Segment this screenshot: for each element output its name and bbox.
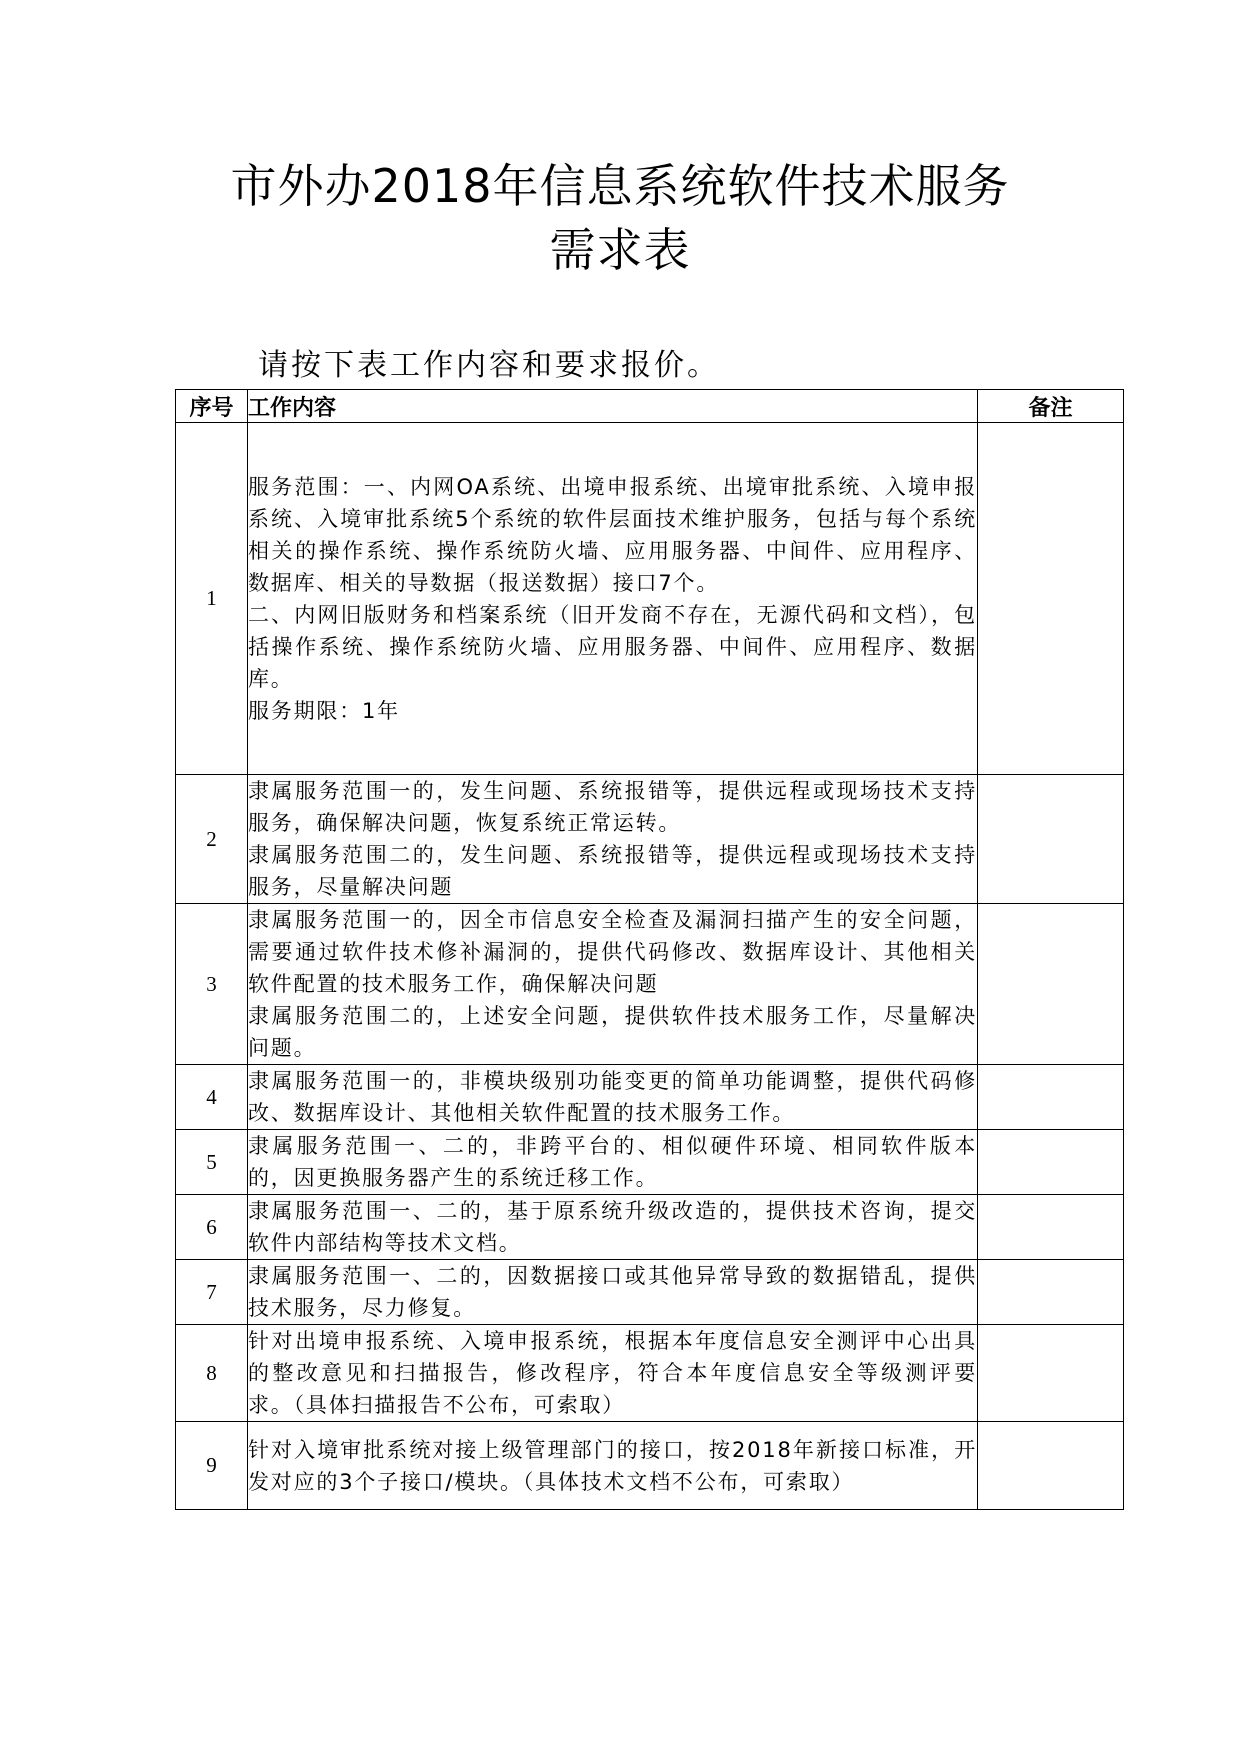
header-note: 备注 (978, 390, 1124, 423)
content-paragraph: 隶属服务范围一的，发生问题、系统报错等，提供远程或现场技术支持服务，确保解决问题，恢复系统正常运转。 (248, 779, 977, 835)
row-content (248, 1325, 978, 1422)
row-note (978, 1422, 1124, 1510)
row-note (978, 423, 1124, 775)
row-seq: 8 (176, 1325, 248, 1422)
table-header-row (176, 390, 1124, 423)
row-note (978, 904, 1124, 1065)
row-seq: 9 (176, 1422, 248, 1510)
header-seq: 序号 (176, 390, 248, 423)
row-content (248, 775, 978, 904)
row-note (978, 775, 1124, 904)
row-note (978, 1065, 1124, 1130)
row-seq: 4 (176, 1065, 248, 1130)
row-content (248, 423, 978, 775)
row-seq: 5 (176, 1130, 248, 1195)
row-content (248, 1422, 978, 1510)
content-paragraph: 服务期限：1年 (248, 698, 400, 723)
content-paragraph: 隶属服务范围一的，因全市信息安全检查及漏洞扫描产生的安全问题，需要通过软件技术修补漏洞的，提供代码修改、数据库设计、其他相关软件配置的技术服务工作，确保解决问题 (248, 908, 977, 996)
table-body (176, 423, 1124, 1510)
row-content (248, 1195, 978, 1260)
table-row (176, 1422, 1124, 1510)
table-row (176, 1065, 1124, 1130)
row-content (248, 904, 978, 1065)
table-row (176, 1130, 1124, 1195)
row-note (978, 1195, 1124, 1260)
row-seq: 1 (176, 423, 248, 775)
content-paragraph: 服务范围：一、内网OA系统、出境申报系统、出境审批系统、入境申报系统、入境审批系统5个系统的软件层面技术维护服务，包括与每个系统相关的操作系统、操作系统防火墙、应用服务器、中间件、应用程序、数据库、相关的导数据（报送数据）接口7个。 (248, 474, 977, 595)
header-content: 工作内容 (248, 390, 978, 423)
table-row (176, 904, 1124, 1065)
row-seq: 3 (176, 904, 248, 1065)
row-note (978, 1260, 1124, 1325)
row-note (978, 1325, 1124, 1422)
table-row (176, 1260, 1124, 1325)
document-title-line2: 需求表 (549, 223, 691, 277)
row-content (248, 1260, 978, 1325)
content-paragraph: 针对出境申报系统、入境申报系统，根据本年度信息安全测评中心出具的整改意见和扫描报告，修改程序，符合本年度信息安全等级测评要求。（具体扫描报告不公布，可索取） (248, 1329, 977, 1417)
content-paragraph: 二、内网旧版财务和档案系统（旧开发商不存在，无源代码和文档），包括操作系统、操作系统防火墙、应用服务器、中间件、应用程序、数据库。 (248, 602, 977, 691)
content-paragraph: 隶属服务范围一、二的，因数据接口或其他异常导致的数据错乱，提供技术服务，尽力修复。 (248, 1264, 977, 1320)
row-seq: 2 (176, 775, 248, 904)
table-row (176, 1195, 1124, 1260)
content-paragraph: 隶属服务范围二的，发生问题、系统报错等，提供远程或现场技术支持服务，尽量解决问题 (248, 843, 977, 899)
document-title-line1: 市外办2018年信息系统软件技术服务 (230, 159, 1010, 213)
table-row (176, 1325, 1124, 1422)
row-note (978, 1130, 1124, 1195)
row-content (248, 1130, 978, 1195)
requirements-table (175, 389, 1124, 1510)
content-paragraph: 隶属服务范围一的，非模块级别功能变更的简单功能调整，提供代码修改、数据库设计、其他相关软件配置的技术服务工作。 (248, 1069, 977, 1125)
content-paragraph: 隶属服务范围二的，上述安全问题，提供软件技术服务工作，尽量解决问题。 (248, 1004, 977, 1060)
table-row (176, 775, 1124, 904)
table-row (176, 423, 1124, 775)
content-paragraph: 针对入境审批系统对接上级管理部门的接口，按2018年新接口标准，开发对应的3个子接口/模块。（具体技术文档不公布，可索取） (248, 1437, 977, 1494)
content-paragraph: 隶属服务范围一、二的，基于原系统升级改造的，提供技术咨询，提交软件内部结构等技术文档。 (248, 1199, 977, 1255)
content-paragraph: 隶属服务范围一、二的，非跨平台的、相似硬件环境、相同软件版本的，因更换服务器产生的系统迁移工作。 (248, 1134, 977, 1190)
row-seq: 6 (176, 1195, 248, 1260)
row-seq: 7 (176, 1260, 248, 1325)
intro-text: 请按下表工作内容和要求报价。 (258, 348, 720, 383)
row-content (248, 1065, 978, 1130)
